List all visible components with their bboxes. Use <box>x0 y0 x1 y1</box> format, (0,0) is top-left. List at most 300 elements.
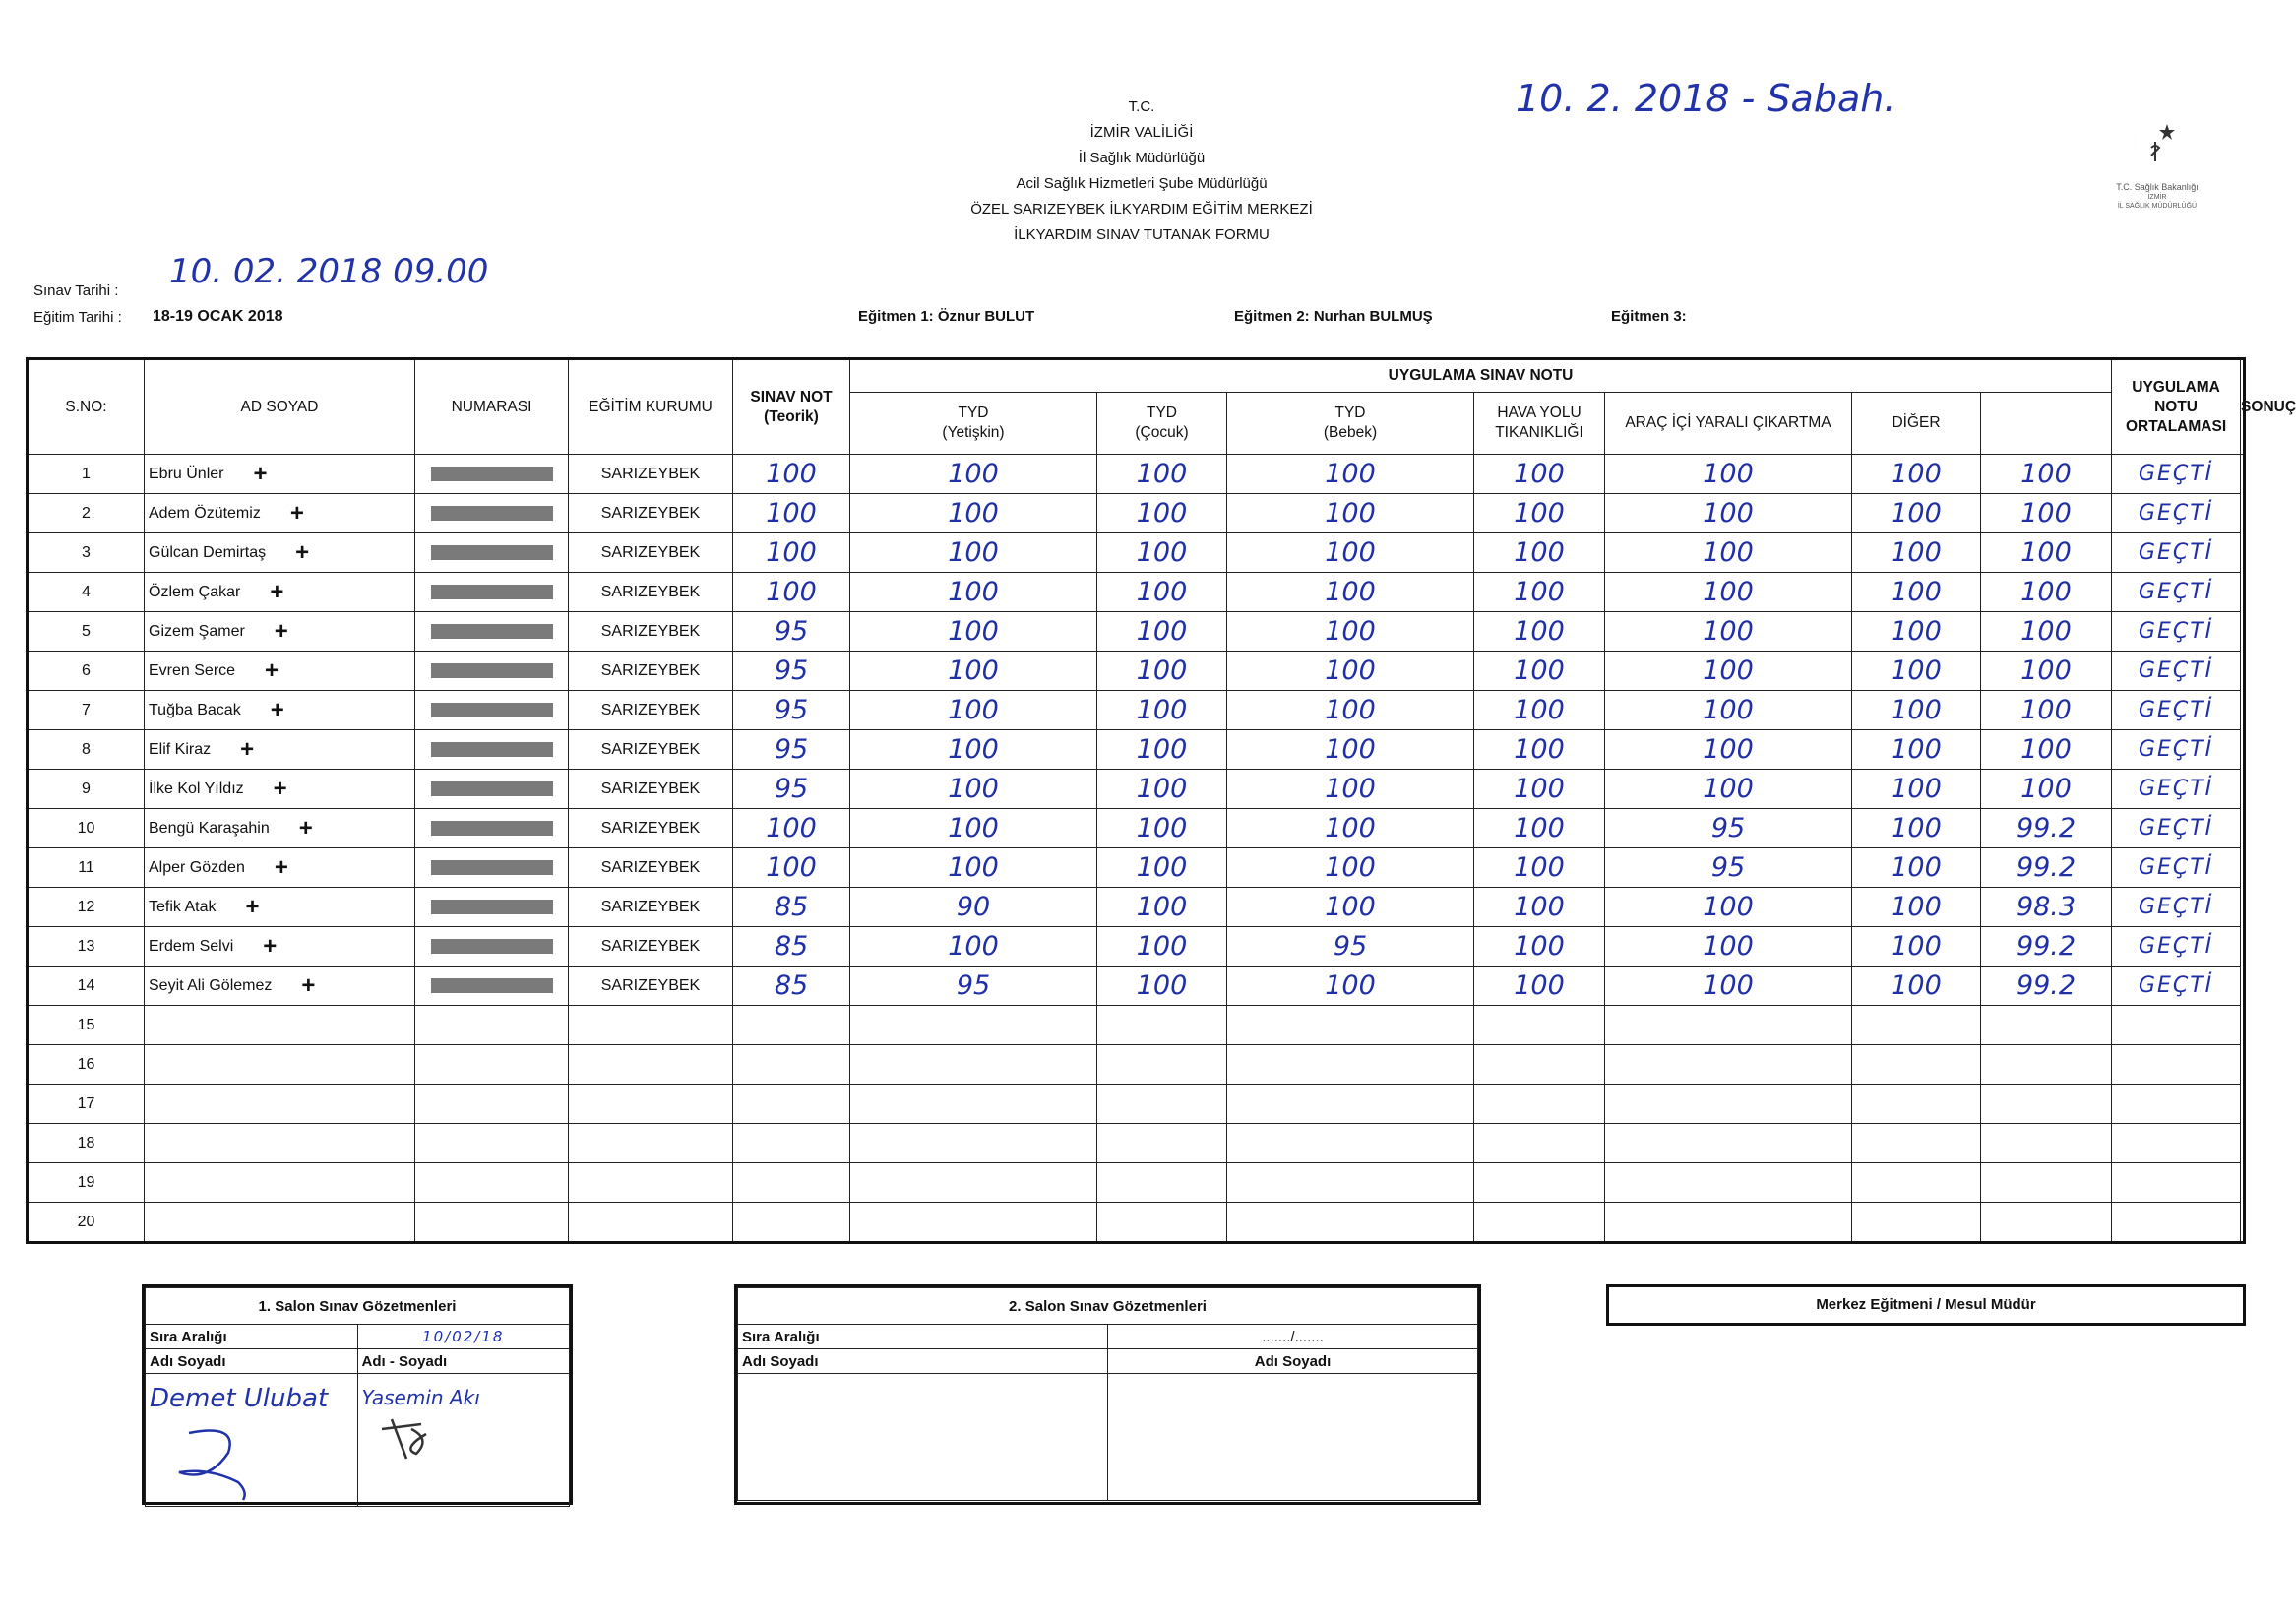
tyd-adult-score: 100 <box>948 537 999 568</box>
tyd-child-score: 100 <box>1136 970 1188 1001</box>
tyd-adult-score: 100 <box>948 616 999 647</box>
vehicle-extraction-score-cell <box>1605 1085 1852 1124</box>
practical-average-cell <box>1981 1203 2112 1243</box>
tyd-child-score-cell <box>1097 888 1227 927</box>
tyd-infant-score: 100 <box>1325 537 1376 568</box>
result-cell <box>2112 1124 2241 1163</box>
airway-score-cell <box>1474 967 1605 1006</box>
result: GEÇTİ <box>2138 816 2214 841</box>
other-score-cell <box>1852 1085 1981 1124</box>
other-score-cell <box>1852 809 1981 848</box>
theory-score-cell <box>733 573 850 612</box>
row-number-cell: 11 <box>28 848 145 888</box>
other-score-cell <box>1852 927 1981 967</box>
result-cell <box>2112 1006 2241 1045</box>
tyd-infant-score: 100 <box>1325 852 1376 883</box>
tyd-child-score: 100 <box>1136 459 1188 489</box>
institution: SARIZEYBEK <box>600 622 701 640</box>
tyd-infant-score-cell <box>1227 1124 1474 1163</box>
student-name-cell <box>145 691 415 730</box>
salon1-title: 1. Salon Sınav Gözetmenleri <box>146 1288 570 1325</box>
student-name: Adem Özütemiz <box>149 504 261 522</box>
theory-score-cell <box>733 848 850 888</box>
institution-cell <box>569 1085 733 1124</box>
institution: SARIZEYBEK <box>600 583 701 600</box>
student-number-cell <box>415 927 569 967</box>
tyd-adult-score-cell <box>850 1045 1097 1085</box>
student-name-cell <box>145 1203 415 1243</box>
tyd-child-score: 100 <box>1136 734 1188 765</box>
result: GEÇTİ <box>2138 895 2214 919</box>
airway-score-cell <box>1474 573 1605 612</box>
other-score: 100 <box>1891 892 1942 922</box>
practical-average-cell <box>1981 967 2112 1006</box>
tyd-adult-score: 100 <box>948 577 999 607</box>
practical-average: 99.2 <box>2016 813 2077 843</box>
vehicle-extraction-score-cell <box>1605 967 1852 1006</box>
signature-mark-icon: + <box>270 578 284 605</box>
other-score-cell <box>1852 691 1981 730</box>
tyd-infant-subtitle: (Bebek) <box>1323 424 1378 441</box>
tyd-infant-score-cell <box>1227 809 1474 848</box>
exam-date-label: Sınav Tarihi : <box>33 282 119 299</box>
practical-average: 99.2 <box>2016 931 2077 962</box>
institution-cell <box>569 730 733 770</box>
airway-score-cell <box>1474 494 1605 533</box>
trainer-1: Eğitmen 1: Öznur BULUT <box>858 308 1035 325</box>
student-name: Elif Kiraz <box>149 740 212 758</box>
student-name-cell <box>145 730 415 770</box>
tyd-infant-score-cell <box>1227 612 1474 652</box>
tyd-child-subtitle: (Çocuk) <box>1135 424 1189 441</box>
tyd-adult-score-cell <box>850 730 1097 770</box>
theory-score: 100 <box>766 459 817 489</box>
salon2-name-label: Adı Soyadı <box>738 1349 1108 1374</box>
tyd-infant-score-cell <box>1227 533 1474 573</box>
header-tc: T.C. <box>1128 98 1155 115</box>
result-cell <box>2112 1163 2241 1203</box>
practical-average-cell <box>1981 652 2112 691</box>
tyd-infant-score-cell <box>1227 770 1474 809</box>
tyd-adult-score-cell <box>850 809 1097 848</box>
practical-average-cell <box>1981 1006 2112 1045</box>
institution-cell <box>569 927 733 967</box>
theory-score-cell <box>733 455 850 494</box>
redacted-id-bar <box>431 860 553 875</box>
institution: SARIZEYBEK <box>600 543 701 561</box>
tyd-child-score-cell <box>1097 770 1227 809</box>
redacted-id-bar <box>431 545 553 560</box>
table-row <box>28 730 2245 770</box>
theory-score: 95 <box>774 655 809 686</box>
tyd-infant-score: 100 <box>1325 498 1376 529</box>
tyd-child-score: 100 <box>1136 498 1188 529</box>
practical-average: 100 <box>2020 577 2072 607</box>
practical-average: 100 <box>2020 655 2072 686</box>
tyd-adult-score-cell <box>850 927 1097 967</box>
theory-score-cell <box>733 809 850 848</box>
airway-score-cell <box>1474 730 1605 770</box>
tyd-child-score-cell <box>1097 1006 1227 1045</box>
table-row <box>28 533 2245 573</box>
institution-cell <box>569 494 733 533</box>
tyd-infant-score-cell <box>1227 691 1474 730</box>
other-score: 100 <box>1891 695 1942 725</box>
redacted-id-bar <box>431 781 553 796</box>
row-number-cell: 17 <box>28 1085 145 1124</box>
student-number-cell <box>415 1163 569 1203</box>
tyd-adult-score: 100 <box>948 695 999 725</box>
student-name: Gizem Şamer <box>149 622 245 640</box>
theory-score: 85 <box>774 970 809 1001</box>
tyd-infant-score-cell <box>1227 1203 1474 1243</box>
other-score-cell <box>1852 1124 1981 1163</box>
institution: SARIZEYBEK <box>600 819 701 837</box>
student-name-cell <box>145 1085 415 1124</box>
tyd-adult-subtitle: (Yetişkin) <box>942 424 1005 441</box>
tyd-infant-score-cell <box>1227 1163 1474 1203</box>
tyd-child-score-cell <box>1097 455 1227 494</box>
signature-mark-icon: + <box>301 971 316 999</box>
tyd-child-score-cell <box>1097 652 1227 691</box>
theory-score: 100 <box>766 813 817 843</box>
tyd-adult-score-cell <box>850 1124 1097 1163</box>
result-cell <box>2112 533 2241 573</box>
tyd-adult-score: 100 <box>948 459 999 489</box>
tyd-infant-score: 95 <box>1333 931 1368 962</box>
tyd-adult-score-cell <box>850 1163 1097 1203</box>
tyd-adult-score-cell <box>850 1203 1097 1243</box>
airway-score-cell <box>1474 888 1605 927</box>
practical-average-cell <box>1981 612 2112 652</box>
theory-score-subtitle: (Teorik) <box>764 407 819 425</box>
table-row <box>28 927 2245 967</box>
student-number-cell <box>415 494 569 533</box>
vehicle-extraction-score: 95 <box>1710 852 1746 883</box>
theory-score-cell <box>733 494 850 533</box>
tyd-child-score-cell <box>1097 809 1227 848</box>
theory-score-cell <box>733 1203 850 1243</box>
student-name-cell <box>145 770 415 809</box>
tyd-infant-score: 100 <box>1325 459 1376 489</box>
practical-average: 100 <box>2020 498 2072 529</box>
student-name: Tuğba Bacak <box>149 701 241 718</box>
practical-average: 99.2 <box>2016 852 2077 883</box>
other-score: 100 <box>1891 931 1942 962</box>
institution-cell <box>569 533 733 573</box>
student-name: Gülcan Demirtaş <box>149 543 267 561</box>
institution: SARIZEYBEK <box>600 898 701 915</box>
practical-average: 100 <box>2020 616 2072 647</box>
redacted-id-bar <box>431 742 553 757</box>
result-cell <box>2112 652 2241 691</box>
col-header-practical-group: UYGULAMA SINAV NOTU <box>850 359 2112 393</box>
tyd-adult-score: 100 <box>948 774 999 804</box>
col-header-number: NUMARASI <box>415 359 569 455</box>
vehicle-extraction-score-cell <box>1605 494 1852 533</box>
table-row <box>28 848 2245 888</box>
tyd-adult-score: 100 <box>948 655 999 686</box>
tyd-child-score: 100 <box>1136 813 1188 843</box>
signature-1-icon <box>150 1413 268 1502</box>
other-score: 100 <box>1891 813 1942 843</box>
tyd-adult-score-cell <box>850 1085 1097 1124</box>
signature-mark-icon: + <box>274 853 288 881</box>
table-row <box>28 967 2245 1006</box>
practical-average-cell <box>1981 533 2112 573</box>
table-row <box>28 1203 2245 1243</box>
practical-average: 100 <box>2020 695 2072 725</box>
table-row <box>28 1085 2245 1124</box>
other-score: 100 <box>1891 655 1942 686</box>
theory-score-cell <box>733 888 850 927</box>
airway-score-cell <box>1474 927 1605 967</box>
institution-cell <box>569 612 733 652</box>
vehicle-extraction-score-cell <box>1605 573 1852 612</box>
theory-score: 95 <box>774 695 809 725</box>
other-score-cell <box>1852 455 1981 494</box>
row-number-cell: 13 <box>28 927 145 967</box>
crescent-star-icon <box>2098 118 2216 177</box>
tyd-child-score-cell <box>1097 967 1227 1006</box>
tyd-child-score-cell <box>1097 927 1227 967</box>
row-number-cell: 7 <box>28 691 145 730</box>
tyd-child-score-cell <box>1097 573 1227 612</box>
salon2-name-label-2: Adı Soyadı <box>1108 1349 1478 1374</box>
result-cell <box>2112 1045 2241 1085</box>
row-number-cell: 9 <box>28 770 145 809</box>
result: GEÇTİ <box>2138 540 2214 565</box>
col-header-practical-average <box>2112 359 2241 455</box>
institution-cell <box>569 809 733 848</box>
student-number-cell <box>415 730 569 770</box>
tyd-adult-score-cell <box>850 770 1097 809</box>
tyd-adult-score-cell <box>850 848 1097 888</box>
tyd-infant-score-cell <box>1227 888 1474 927</box>
header-merkez: ÖZEL SARIZEYBEK İLKYARDIM EĞİTİM MERKEZİ <box>970 201 1313 218</box>
student-number-cell <box>415 573 569 612</box>
student-name: Özlem Çakar <box>149 583 241 600</box>
row-number-cell: 4 <box>28 573 145 612</box>
tyd-child-score-cell <box>1097 533 1227 573</box>
tyd-infant-title: TYD <box>1334 405 1366 421</box>
airway-title-2: TIKANIKLIĞI <box>1495 424 1583 441</box>
institution-cell <box>569 770 733 809</box>
other-score: 100 <box>1891 970 1942 1001</box>
other-score-cell <box>1852 494 1981 533</box>
result: GEÇTİ <box>2138 973 2214 998</box>
theory-score: 95 <box>774 774 809 804</box>
redacted-id-bar <box>431 624 553 639</box>
practical-average-cell <box>1981 770 2112 809</box>
tyd-adult-score-cell <box>850 533 1097 573</box>
tyd-adult-score: 100 <box>948 813 999 843</box>
tyd-infant-score: 100 <box>1325 892 1376 922</box>
redacted-id-bar <box>431 506 553 521</box>
salon2-title: 2. Salon Sınav Gözetmenleri <box>738 1288 1478 1325</box>
header-mudurluk: İl Sağlık Müdürlüğü <box>1078 150 1206 166</box>
institution: SARIZEYBEK <box>600 701 701 718</box>
signature-mark-icon: + <box>253 460 268 487</box>
other-score: 100 <box>1891 852 1942 883</box>
tyd-child-score: 100 <box>1136 852 1188 883</box>
vehicle-extraction-score-cell <box>1605 455 1852 494</box>
vehicle-extraction-score-cell <box>1605 612 1852 652</box>
institution-cell <box>569 1006 733 1045</box>
tyd-child-score: 100 <box>1136 577 1188 607</box>
theory-score-cell <box>733 1085 850 1124</box>
tyd-child-score-cell <box>1097 494 1227 533</box>
airway-score-cell <box>1474 533 1605 573</box>
theory-score: 100 <box>766 498 817 529</box>
salon1-proctor-1-cell <box>146 1374 358 1507</box>
tyd-infant-score: 100 <box>1325 734 1376 765</box>
theory-score: 100 <box>766 537 817 568</box>
trainer-2: Eğitmen 2: Nurhan BULMUŞ <box>1234 308 1433 325</box>
exam-results-table <box>26 357 2296 1244</box>
result: GEÇTİ <box>2138 462 2214 486</box>
row-number-cell: 10 <box>28 809 145 848</box>
practical-average-cell <box>1981 494 2112 533</box>
tyd-infant-score-cell <box>1227 494 1474 533</box>
practical-average: 98.3 <box>2016 892 2077 922</box>
table-row <box>28 1124 2245 1163</box>
signature-mark-icon: + <box>295 538 310 566</box>
institution: SARIZEYBEK <box>600 937 701 955</box>
row-number-cell: 18 <box>28 1124 145 1163</box>
other-score-cell <box>1852 848 1981 888</box>
institution-cell <box>569 1163 733 1203</box>
redacted-id-bar <box>431 939 553 954</box>
result-cell <box>2112 848 2241 888</box>
other-score-cell <box>1852 612 1981 652</box>
table-row <box>28 573 2245 612</box>
result-cell <box>2112 888 2241 927</box>
col-header-sno: S.NO: <box>28 359 145 455</box>
practical-average-cell <box>1981 809 2112 848</box>
student-name-cell <box>145 1006 415 1045</box>
vehicle-extraction-score-cell <box>1605 730 1852 770</box>
tyd-adult-title: TYD <box>958 405 989 421</box>
col-header-tyd-adult <box>850 393 1097 455</box>
other-score-cell <box>1852 1163 1981 1203</box>
row-number-cell: 16 <box>28 1045 145 1085</box>
result-cell <box>2112 455 2241 494</box>
tyd-infant-score-cell <box>1227 1085 1474 1124</box>
airway-score: 100 <box>1514 537 1565 568</box>
tyd-adult-score-cell <box>850 494 1097 533</box>
student-name-cell <box>145 888 415 927</box>
student-name-cell <box>145 573 415 612</box>
airway-score: 100 <box>1514 970 1565 1001</box>
airway-score: 100 <box>1514 498 1565 529</box>
vehicle-extraction-score-cell <box>1605 848 1852 888</box>
result: GEÇTİ <box>2138 501 2214 526</box>
institution-cell <box>569 848 733 888</box>
student-number-cell <box>415 770 569 809</box>
tyd-infant-score: 100 <box>1325 970 1376 1001</box>
airway-score-cell <box>1474 770 1605 809</box>
signature-mark-icon: + <box>270 696 284 723</box>
practical-average: 99.2 <box>2016 970 2077 1001</box>
table-row <box>28 652 2245 691</box>
training-date-label: Eğitim Tarihi : <box>33 309 122 326</box>
tyd-child-score-cell <box>1097 1163 1227 1203</box>
vehicle-extraction-score-cell <box>1605 888 1852 927</box>
table-row <box>28 1163 2245 1203</box>
header-sube: Acil Sağlık Hizmetleri Şube Müdürlüğü <box>1016 175 1268 192</box>
practical-average-cell <box>1981 455 2112 494</box>
student-name: Bengü Karaşahin <box>149 819 270 837</box>
salon1-name-label: Adı Soyadı <box>146 1349 358 1374</box>
theory-score: 100 <box>766 577 817 607</box>
signature-mark-icon: + <box>265 656 279 684</box>
practical-average-cell <box>1981 730 2112 770</box>
salon2-proctors-box <box>734 1284 1481 1505</box>
airway-score-cell <box>1474 848 1605 888</box>
airway-score-cell <box>1474 691 1605 730</box>
practical-average-cell <box>1981 888 2112 927</box>
ministry-logo <box>2098 118 2216 217</box>
student-number-cell <box>415 1085 569 1124</box>
center-trainer-title: Merkez Eğitmeni / Mesul Müdür <box>1816 1296 2036 1313</box>
tyd-adult-score-cell <box>850 691 1097 730</box>
col-header-tyd-child <box>1097 393 1227 455</box>
student-name: İlke Kol Yıldız <box>149 780 244 797</box>
student-name: Tefik Atak <box>149 898 217 915</box>
theory-score-title: SINAV NOT <box>750 388 833 406</box>
airway-score-cell <box>1474 455 1605 494</box>
result: GEÇTİ <box>2138 658 2214 683</box>
vehicle-extraction-score: 100 <box>1703 498 1754 529</box>
airway-score-cell <box>1474 809 1605 848</box>
vehicle-extraction-score-cell <box>1605 533 1852 573</box>
tyd-child-title: TYD <box>1147 405 1177 421</box>
airway-score: 100 <box>1514 813 1565 843</box>
salon2-proctor-1-cell <box>738 1374 1108 1501</box>
row-number-cell: 5 <box>28 612 145 652</box>
student-number-cell <box>415 612 569 652</box>
institution-cell <box>569 888 733 927</box>
tyd-adult-score-cell <box>850 1006 1097 1045</box>
result-cell <box>2112 612 2241 652</box>
salon1-proctors-table <box>145 1287 570 1507</box>
tyd-adult-score: 90 <box>956 892 991 922</box>
tyd-adult-score-cell <box>850 652 1097 691</box>
col-header-airway <box>1474 393 1605 455</box>
result-cell <box>2112 1085 2241 1124</box>
tyd-child-score-cell <box>1097 1124 1227 1163</box>
airway-score: 100 <box>1514 695 1565 725</box>
institution: SARIZEYBEK <box>600 465 701 482</box>
institution-cell <box>569 967 733 1006</box>
tyd-child-score-cell <box>1097 1085 1227 1124</box>
theory-score-cell <box>733 1006 850 1045</box>
student-name-cell <box>145 612 415 652</box>
signature-mark-icon: + <box>273 775 287 802</box>
tyd-adult-score: 100 <box>948 931 999 962</box>
salon1-range-value: 10/02/18 <box>357 1325 570 1349</box>
airway-score: 100 <box>1514 616 1565 647</box>
redacted-id-bar <box>431 703 553 717</box>
tyd-adult-score: 95 <box>956 970 991 1001</box>
signature-2-icon <box>362 1409 451 1468</box>
tyd-infant-score: 100 <box>1325 577 1376 607</box>
result-cell <box>2112 809 2241 848</box>
student-name-cell <box>145 1163 415 1203</box>
tyd-infant-score: 100 <box>1325 813 1376 843</box>
header-valilik: İZMİR VALİLİĞİ <box>1089 124 1194 141</box>
